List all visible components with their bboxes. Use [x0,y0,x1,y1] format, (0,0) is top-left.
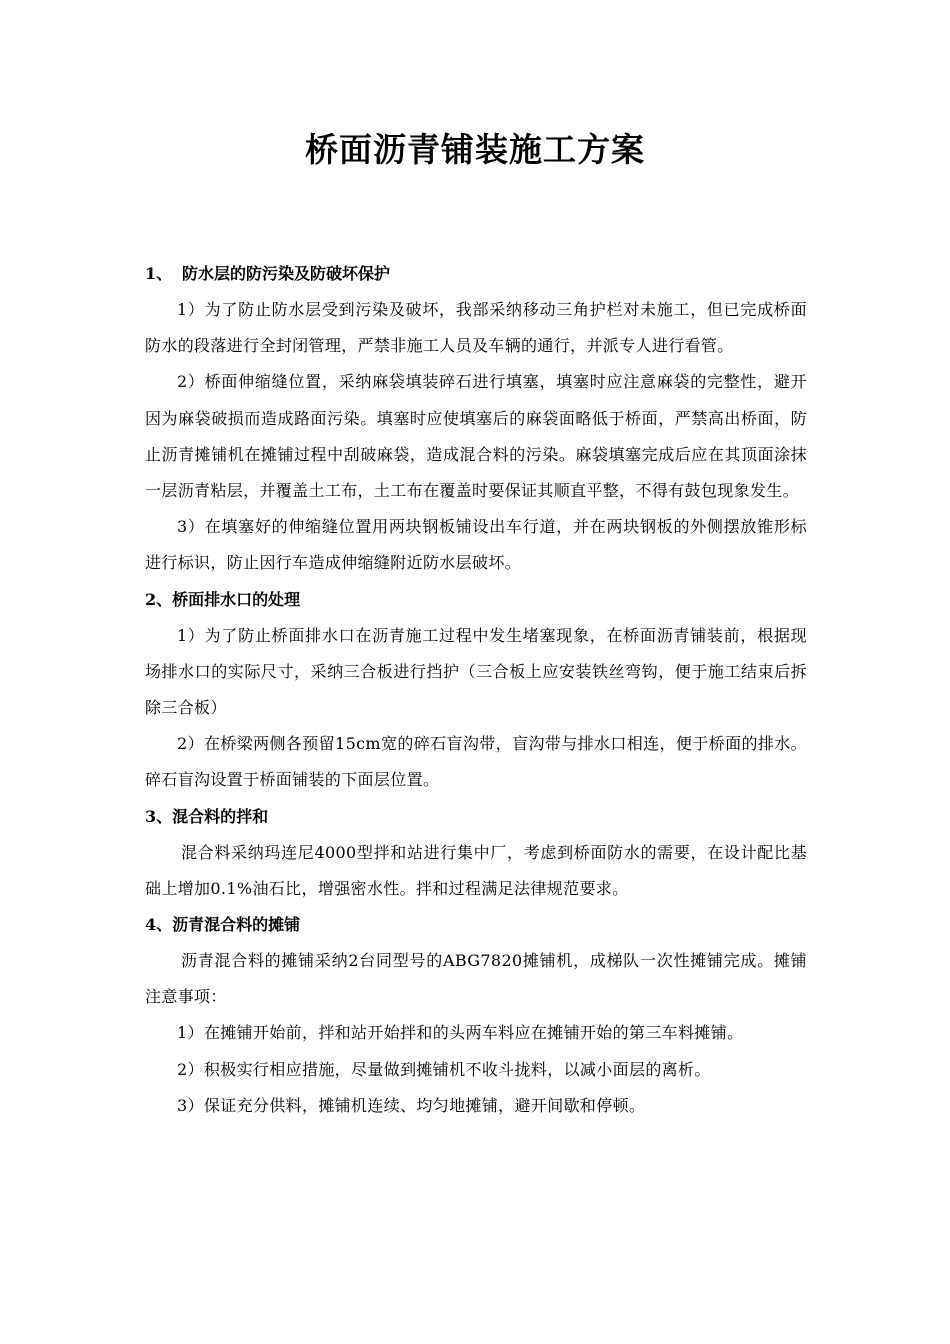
document-title: 桥面沥青铺装施工方案 [305,130,645,169]
paragraph: 3）在填塞好的伸缩缝位置用两块钢板铺设出车行道，并在两块钢板的外侧摆放锥形标进行标识，防止因行车造成伸缩缝附近防水层破坏。 [145,517,807,573]
paragraph: 1）在摊铺开始前，拌和站开始拌和的头两车料应在摊铺开始的第三车料摊铺。 [177,1023,744,1043]
section-heading-text: 防水层的防污染及防破坏保护 [182,264,391,283]
paragraph: 沥青混合料的摊铺采纳2台同型号的ABG7820摊铺机，成梯队一次性摊铺完成。摊铺注意事项： [145,951,807,1007]
document-body [145,256,807,1124]
paragraph: 1）为了防止防水层受到污染及破坏，我部采纳移动三角护栏对未施工，但已完成桥面防水的段落进行全封闭管理，严禁非施工人员及车辆的通行，并派专人进行看管。 [145,300,807,356]
paragraph: 2）在桥梁两侧各预留15cm宽的碎石盲沟带，盲沟带与排水口相连，便于桥面的排水。碎石盲沟设置于桥面铺装的下面层位置。 [145,734,807,790]
section-heading [145,907,807,943]
section-2 [145,582,807,799]
section-1 [145,256,807,582]
section-heading-text: 沥青混合料的摊铺 [172,915,301,935]
section-heading [145,799,807,835]
section-heading [145,582,807,618]
section-number: 1、 [145,264,173,283]
paragraph: 3）保证充分供料，摊铺机连续、均匀地摊铺，避开间歇和停顿。 [177,1095,646,1115]
section-number: 4、 [145,915,173,935]
paragraph: 2）积极实行相应措施，尽量做到摊铺机不收斗拢料，以减小面层的离析。 [177,1059,711,1079]
paragraph: 2）桥面伸缩缝位置，采纳麻袋填装碎石进行填塞，填塞时应注意麻袋的完整性，避开因为麻袋破损而造成路面污染。填塞时应使填塞后的麻袋面略低于桥面，严禁高出桥面，防止沥青摊铺机在摊铺过程中刮破麻袋，造成混合料的污染。麻袋填塞完成后应在其顶面涂抹一层沥青粘层，并覆盖土工布，土工布在覆盖时要保证其顺直平整，不得有鼓包现象发生。 [145,372,807,501]
section-number: 3、 [145,806,173,826]
paragraph: 1）为了防止桥面排水口在沥青施工过程中发生堵塞现象，在桥面沥青铺装前，根据现场排水口的实际尺寸，采纳三合板进行挡护（三合板上应安装铁丝弯钩，便于施工结束后拆除三合板） [145,625,807,718]
section-number: 2、 [145,589,173,609]
section-heading [145,256,807,292]
paragraph: 混合料采纳玛连尼4000型拌和站进行集中厂，考虑到桥面防水的需要，在设计配比基础上增加0.1%油石比，增强密水性。拌和过程满足法律规范要求。 [145,842,807,898]
section-4 [145,907,807,1124]
section-3 [145,799,807,907]
section-heading-text: 桥面排水口的处理 [172,589,301,609]
section-heading-text: 混合料的拌和 [172,806,269,826]
